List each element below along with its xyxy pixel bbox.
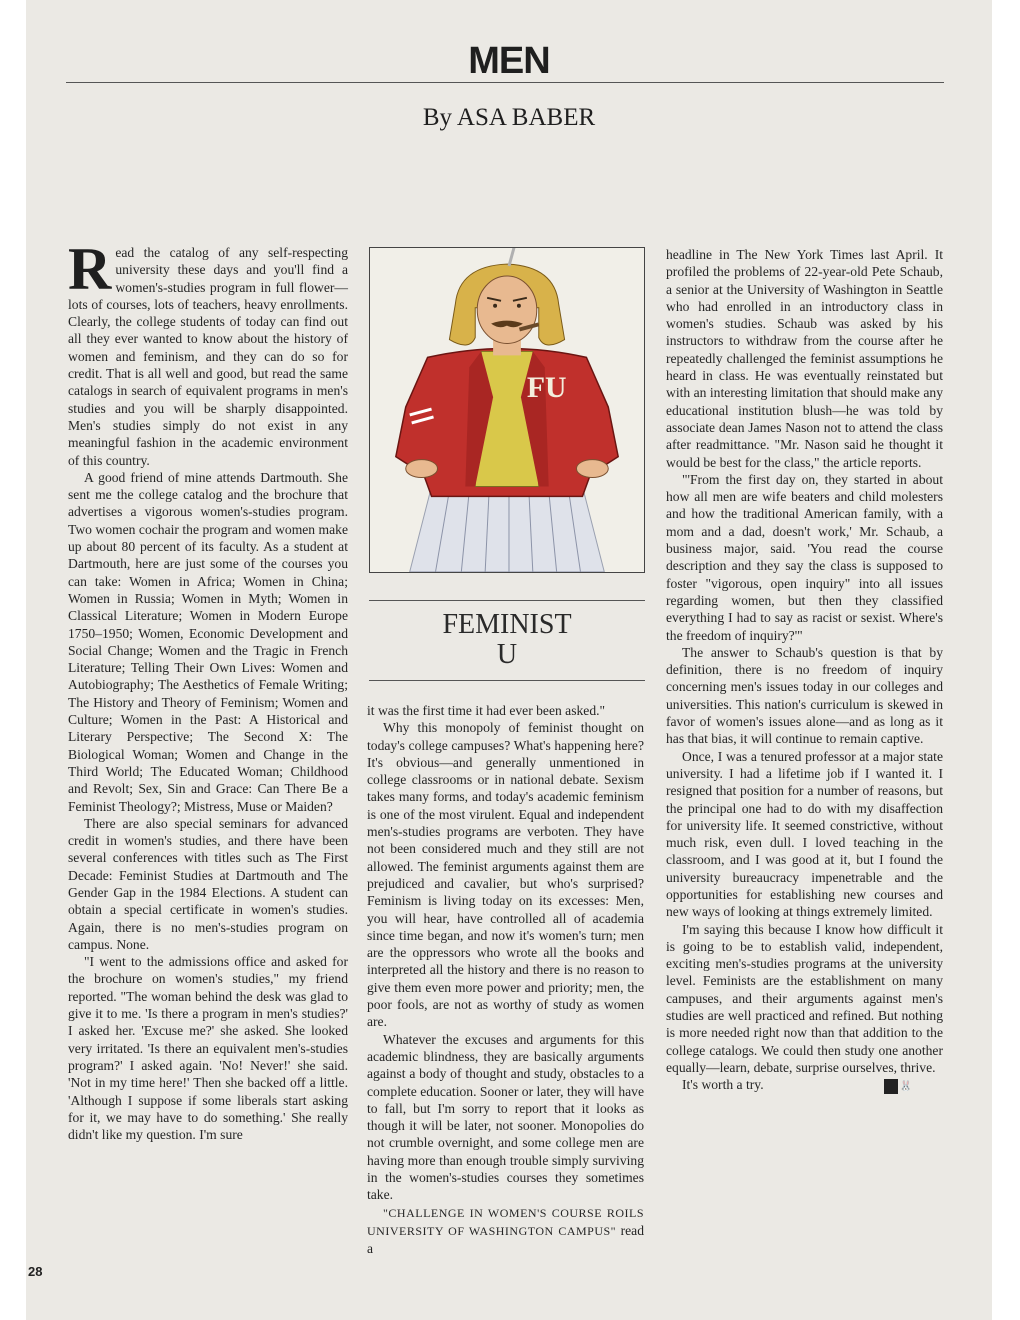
quoted-headline: "CHALLENGE IN WOMEN'S COURSE ROILS UNIVERSITY OF WASHINGTON CAMPUS" — [367, 1205, 644, 1238]
article-paragraph: There are also special seminars for advanced credit in women's studies, and there have been several conferences with titles such as The First Decade: Feminist Studies at Dartmouth and The Gender Gap in the 1984 Elections. A student can obtain a special certificate in women's studies. Again, there is no men's-studies program on campus. None. — [68, 815, 348, 952]
illustration — [369, 247, 645, 573]
article-paragraph: Whatever the excuses and arguments for this academic blindness, they are basically arguments against a body of thought and study, obstacles to a complete education. Sooner or later, they will have to fall, but I'm sorry to report that it looks as though it will be later, not sooner. Monopolies do not crumble overnight, and some college men are having more than enough trouble simply surviving in the women's-studies courses they sometimes take. — [367, 1031, 644, 1203]
article-paragraph: headline in The New York Times last April. It profiled the problems of 22-year-old Pete Schaub, a senior at the University of Washington in Seattle who had enrolled in an introductory class in women's studies. Schaub was asked by his instructors to withdraw from the course after he repeatedly challenged the feminist assumptions he heard in class. He was eventually reinstated but with an interesting limitation that should make any educational institution blush—he was told by associate dean James Nason not to attend the class after readmittance. "Mr. Nason said he thought it would be best for the class," the article reports. — [666, 247, 943, 470]
page-title: MEN — [468, 40, 550, 82]
magazine-page — [26, 0, 992, 1320]
headline-line-2: U — [496, 639, 518, 670]
article-paragraph: The answer to Schaub's question is that by definition, there is no freedom of inquiry concerning men's issues today in our colleges and universities. This nation's curriculum is skewed in favor of women's issues alone—and as long as it has that bias, it will continue to remain captive. — [666, 644, 943, 747]
rabbit-head-end-mark-icon: 🐰 — [884, 1079, 898, 1094]
article-paragraph: Read the catalog of any self-respecting university these days and you'll find a women's-studies program in full flower—lots of courses, lots of teachers, heavy enrollments. Clearly, the college students of today can find out all they ever wanted to know about the history of women and feminism, and they can do so for credit. That is all well and good, but read the same catalogs in search of equivalent programs in men's studies and you will be sharply disappointed. Men's studies simply do not exist in any meaningful fashion in the academic environment of this country. — [68, 236, 348, 468]
article-paragraph: "CHALLENGE IN WOMEN'S COURSE ROILS UNIVERSITY OF WASHINGTON CAMPUS" read a — [367, 1205, 644, 1257]
byline: By ASA BABER — [422, 104, 596, 131]
article-column-3 — [666, 246, 943, 1094]
page-number: 28 — [28, 1264, 43, 1279]
article-column-2 — [367, 702, 644, 1258]
article-paragraph: Why this monopoly of feminist thought on today's college campuses? What's happening here? It's obvious—and generally unmentioned in college classrooms or in national debate. Sexism takes many forms, and today's academic feminism is one of the most virulent. Equal and independent men's-studies programs are verboten. They have not been considered much and they still are not allowed. The feminist arguments against them are prejudiced and cavalier, but who's surprised? Feminism is living today on its excesses: Men, you will hear, have controlled all of academia since time began, and now it's women's turn; men are the oppressors who wrote all the books and interpreted all the history and there is no reason to give them even more power and priority; men, the poor fools, are not as worthy of study as women are. — [367, 720, 644, 1030]
article-paragraph: "'From the first day on, they started in about how all men are wife beaters and child molesters and how the traditional American family, with a mom and a dad, doesn't work,' Mr. Schaub, a business major, said. 'You read the course description and they say the class is supposed to foster "vigorous, open inquiry" into all issues regarding women, but then they classified everything I had to say as racist or sexist. Where's the freedom of inquiry?'" — [666, 471, 943, 643]
headline-line-1: FEMINIST — [442, 609, 572, 640]
article-paragraph: A good friend of mine attends Dartmouth. She sent me the college catalog and the brochure that advertises a vigorous women's-studies program. Two women cochair the program and women make up about 80 percent of its faculty. As a student at Dartmouth, here are just some of the courses you can take: Women in Africa; Women in China; Women in Russia; Women in Myth; Women in Classical Literature; Women in Modern Europe 1750–1950; Women, Economic Development and Social Change; Women and the Tragic in French Literature; Telling Their Own Lives: Women and Autobiography; The Aesthetics of Female Writing; The History and Theory of Feminism; Women and Culture; Women in the Past: A Historical and Literary Perspective; The Second X: The Biological Woman; Women and Change in the Third World; The Educated Woman; Childhood and Revolt; Sex, Sin and Grace: Can There Be a Feminist Theology?; Mistress, Muse or Maiden? — [68, 469, 348, 814]
headline-rule-bottom — [369, 680, 645, 681]
article-paragraph: It's worth a try. 🐰 — [682, 1077, 913, 1093]
article-paragraph: it was the first time it had ever been asked." — [367, 703, 606, 718]
headline-rule-top — [369, 600, 645, 601]
section-headline — [369, 610, 645, 670]
drop-cap: R — [68, 236, 112, 302]
article-column-1 — [68, 236, 348, 1143]
article-paragraph: Once, I was a tenured professor at a major state university. I had a lifetime job if I wanted it. I resigned that position for a number of reasons, but the principal one had to do with my disaffection for university life. It seemed constrictive, without much risk, even dull. I loved teaching in the classroom, and I was good at it, but I found the university bureaucracy impenetrable and the opportunities for establishing new courses and new ways of looking at things extremely limited. — [666, 748, 943, 920]
jacket-letters: FU — [526, 371, 567, 405]
article-paragraph: I'm saying this because I know how difficult it is going to be to establish valid, independent, exciting men's-studies programs at the university level. Feminists are the establishment on many campuses, and their arguments against men's studies are well practiced and refined. But nothing is more needed right now than that addition to the college catalogs. We could then study one another equally—learn, debate, surprise ourselves, thrive. — [666, 921, 943, 1075]
article-paragraph: "I went to the admissions office and asked for the brochure on women's studies," my friend reported. "The woman behind the desk was glad to give it to me. 'Is there a program in men's studies?' I asked her. 'Excuse me?' she asked. She looked very irritated. 'Is there an equivalent men's-studies program?' I asked again. 'No! Never!' she said. 'Not in my time here!' Then she backed off a little. 'Although I suppose if some liberals start asking for it, we may have to do something.' She really didn't like my question. I'm sure — [68, 954, 348, 1143]
woman-in-varsity-jacket-illustration — [370, 248, 644, 572]
title-rule — [66, 82, 944, 83]
